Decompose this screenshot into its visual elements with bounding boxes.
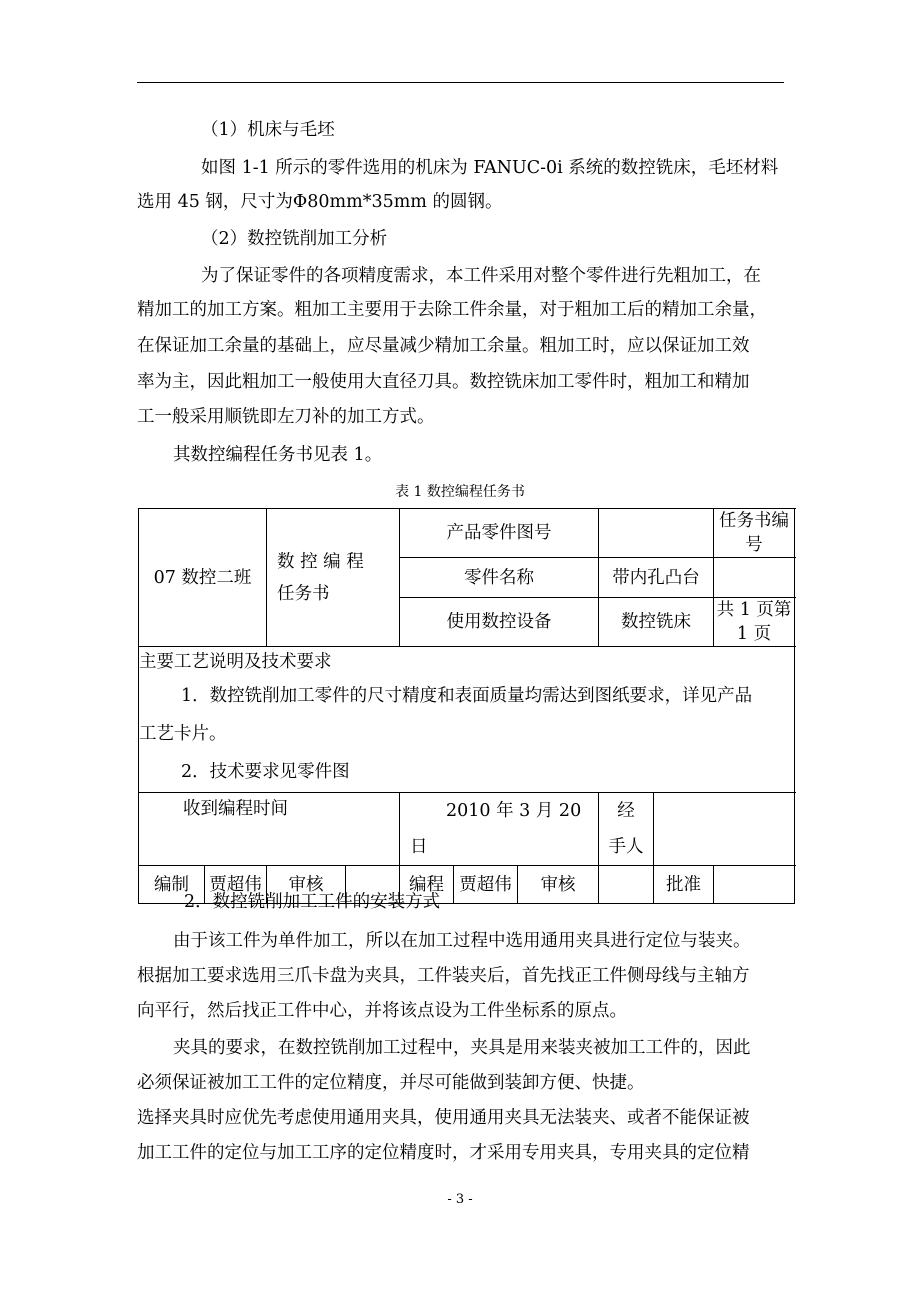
received-time-label-text: 收到编程时间 [183, 799, 288, 819]
handler-label [599, 793, 654, 866]
paragraph-line: 夹具的要求，在数控铣削加工过程中，夹具是用来装夹被加工工件的，因此 [173, 1038, 751, 1058]
task-sheet-title-line1: 数 控 编 程 [277, 551, 364, 572]
received-date [400, 793, 599, 866]
task-sheet-title-cell [267, 509, 400, 647]
table-caption: 表 1 数控编程任务书 [395, 484, 525, 500]
paragraph-line: 选择夹具时应优先考虑使用通用夹具，使用通用夹具无法装夹、或者不能保证被 [137, 1108, 750, 1128]
equipment-label: 使用数控设备 [400, 598, 599, 647]
page-count: 共 1 页第 1 页 [714, 598, 795, 647]
compiler-value: 贾超伟 [205, 866, 267, 904]
paragraph-line: 如图 1-1 所示的零件选用的机床为 FANUC-0i 系统的数控铣床，毛坯材料 [201, 158, 779, 178]
header-rule [137, 82, 784, 83]
task-sheet-table [138, 508, 795, 904]
paragraph-line: 率为主，因此粗加工一般使用大直径刀具。数控铣床加工零件时，粗加工和精加 [137, 372, 750, 392]
handler-value [654, 793, 795, 866]
requirements-title: 主要工艺说明及技术要求 [139, 652, 332, 672]
requirement-1: 1．数控铣削加工零件的尺寸精度和表面质量均需达到图纸要求，详见产品 [181, 686, 753, 706]
paragraph-line: 为了保证零件的各项精度需求，本工件采用对整个零件进行先粗加工，在 [201, 266, 761, 286]
paragraph-line: 精加工的加工方案。粗加工主要用于去除工件余量，对于粗加工后的精加工余量， [137, 300, 767, 320]
programmer-value: 贾超伟 [454, 866, 518, 904]
drawing-no-value [599, 509, 714, 558]
handler-label-line1: 经 [617, 801, 635, 821]
part-name-label: 零件名称 [400, 558, 599, 598]
requirement-1-cont: 工艺卡片。 [139, 724, 227, 744]
paragraph-line: 在保证加工余量的基础上，应尽量减少精加工余量。粗加工时，应以保证加工效 [137, 336, 750, 356]
drawing-no-label: 产品零件图号 [400, 509, 599, 558]
paragraph-line: 必须保证被加工工件的定位精度，并尽可能做到装卸方便、快捷。 [137, 1073, 645, 1093]
task-no-label: 任务书编号 [714, 509, 795, 558]
section-heading-installation: 2．数控铣削加工工件的安装方式 [184, 892, 441, 912]
section-heading-analysis: （2）数控铣削加工分析 [201, 229, 388, 249]
paragraph-line: 其数控编程任务书见表 1。 [173, 445, 383, 465]
requirement-2: 2．技术要求见零件图 [181, 762, 350, 782]
paragraph-line: 工一般采用顺铣即左刀补的加工方式。 [137, 407, 435, 427]
task-sheet-title-line2: 任务书 [277, 583, 330, 604]
requirements-cell [139, 647, 795, 793]
paragraph-line: 由于该工件为单件加工，所以在加工过程中选用通用夹具进行定位与装夹。 [173, 931, 751, 951]
programmer-label: 编程 [400, 866, 454, 904]
section-heading-machine: （1）机床与毛坯 [201, 120, 335, 140]
reviewer2-label: 审核 [518, 866, 599, 904]
part-name-value: 带内孔凸台 [599, 558, 714, 598]
paragraph-line: 向平行，然后找正工件中心，并将该点设为工件坐标系的原点。 [137, 1001, 627, 1021]
approver-label: 批准 [654, 866, 714, 904]
class-name-cell: 07 数控二班 [139, 509, 267, 647]
paragraph-line: 根据加工要求选用三爪卡盘为夹具，工件装夹后，首先找正工件侧母线与主轴方 [137, 966, 750, 986]
paragraph-line: 加工工件的定位与加工工序的定位精度时，才采用专用夹具，专用夹具的定位精 [137, 1143, 750, 1163]
reviewer-label: 审核 [267, 866, 346, 904]
compiler-label: 编制 [139, 866, 205, 904]
task-no-value [714, 558, 795, 598]
received-date-line2: 日 [410, 837, 428, 857]
equipment-value: 数控铣床 [599, 598, 714, 647]
received-date-line1: 2010 年 3 月 20 [446, 801, 582, 821]
received-time-label [139, 793, 400, 866]
handler-label-line2: 手人 [608, 837, 644, 857]
paragraph-line: 选用 45 钢，尺寸为Φ80mm*35mm 的圆钢。 [137, 192, 503, 212]
page-number: - 3 - [447, 1192, 473, 1207]
